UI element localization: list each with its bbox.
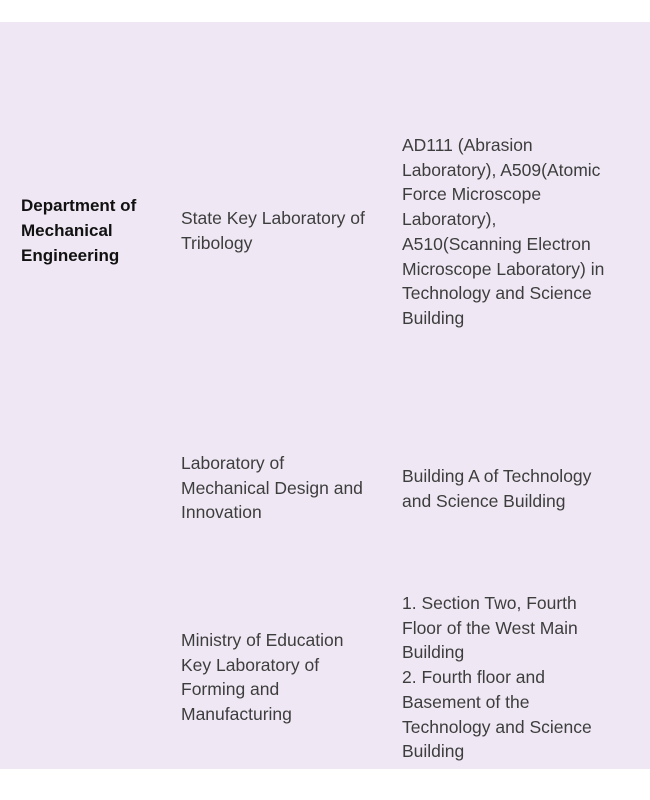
lab-location-mechanical-design <box>402 464 632 513</box>
location-line: Microscope Laboratory) in <box>402 258 605 279</box>
location-line: Laboratory), A509(Atomic <box>402 159 601 180</box>
lab-name-line: Ministry of Education <box>181 630 344 650</box>
department-name-line: Mechanical <box>21 221 113 240</box>
lab-location-forming-manufacturing <box>402 591 632 764</box>
lab-name-line: State Key Laboratory of <box>181 208 365 228</box>
lab-name-line: Innovation <box>181 502 262 523</box>
lab-location-tribology <box>402 133 632 331</box>
location-line: Building <box>402 307 465 328</box>
lab-name-tribology <box>181 206 386 255</box>
location-line: Force Microscope <box>402 184 542 205</box>
location-line: Building <box>402 741 465 762</box>
lab-name-line: Mechanical Design and <box>181 477 363 498</box>
lab-name-line: Key Laboratory of <box>181 654 320 675</box>
location-line: Laboratory), <box>402 209 497 230</box>
lab-name-mechanical-design <box>181 451 386 525</box>
location-line: and Science Building <box>402 490 566 511</box>
lab-name-line: Manufacturing <box>181 704 292 725</box>
location-line: 2. Fourth floor and <box>402 667 545 688</box>
location-line: AD111 (Abrasion <box>402 135 533 155</box>
lab-name-forming-manufacturing <box>181 628 386 727</box>
location-line: Technology and Science <box>402 716 592 737</box>
location-line: Technology and Science <box>402 283 592 304</box>
lab-table-panel <box>0 22 650 769</box>
location-line: Building A of Technology <box>402 466 592 486</box>
location-line: A510(Scanning Electron <box>402 233 591 254</box>
location-line: Floor of the West Main <box>402 617 578 638</box>
location-line: 1. Section Two, Fourth <box>402 593 577 613</box>
location-line: Basement of the <box>402 691 530 712</box>
department-name-line: Department of <box>21 196 137 215</box>
department-name-line: Engineering <box>21 246 120 265</box>
lab-name-line: Laboratory of <box>181 453 285 473</box>
department-name <box>21 193 169 268</box>
lab-name-line: Tribology <box>181 232 253 253</box>
location-line: Building <box>402 642 465 663</box>
lab-name-line: Forming and <box>181 679 280 700</box>
